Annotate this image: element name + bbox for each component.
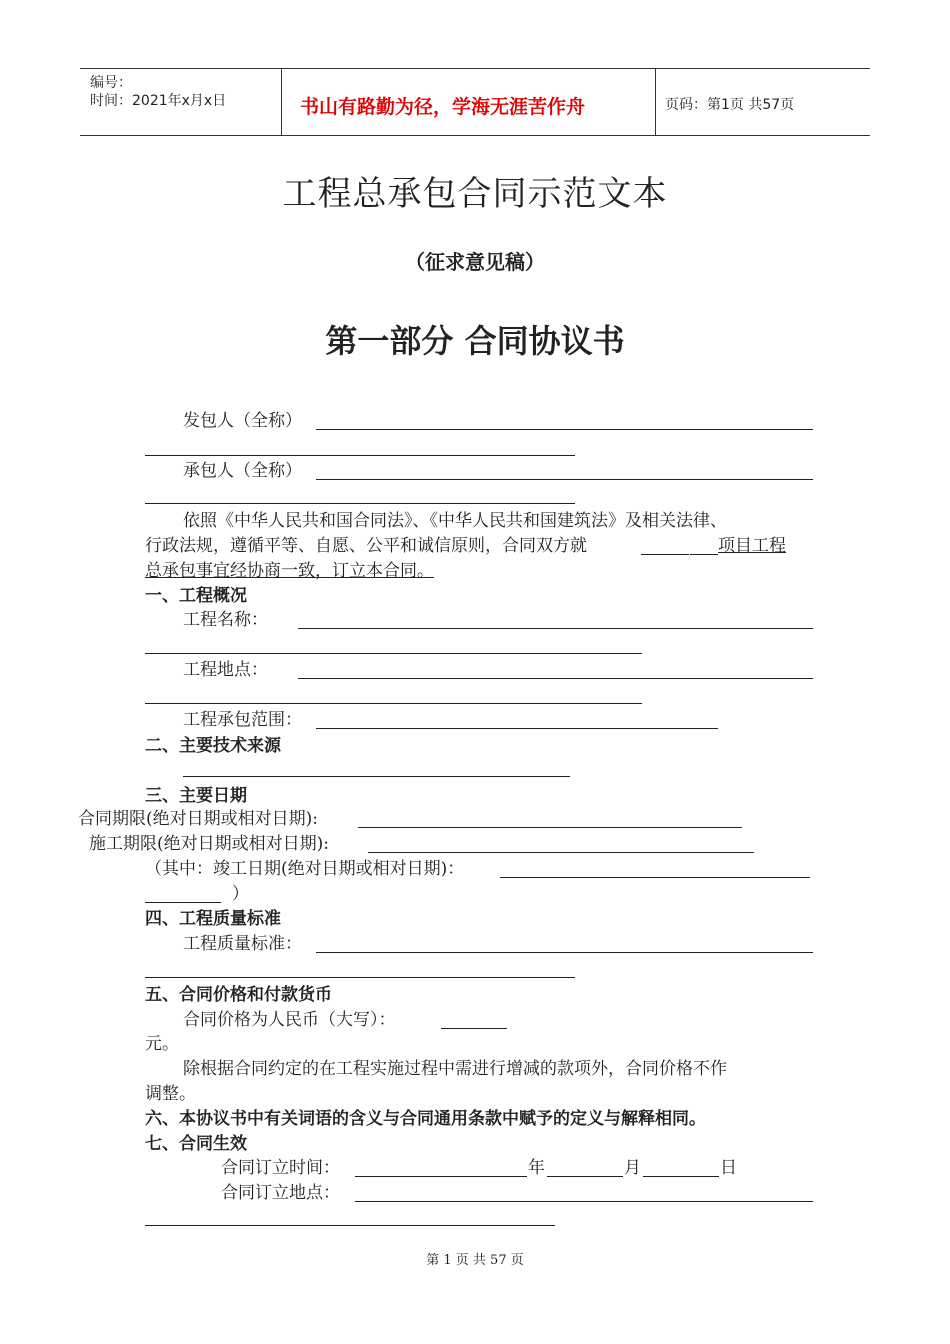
para1-line1: 依照《中华人民共和国合同法》、《中华人民共和国建筑法》及相关法律、 — [183, 511, 727, 531]
para1-line3: 总承包事宜经协商一致，订立本合同。 — [145, 561, 434, 581]
project-site-blank — [298, 678, 813, 679]
quality-blank — [316, 952, 813, 953]
employer-blank-2 — [145, 455, 575, 456]
contractor-label: 承包人（全称） — [183, 461, 302, 481]
employer-blank — [316, 429, 813, 430]
adjust-line2: 调整。 — [145, 1084, 196, 1104]
project-scope-blank — [316, 728, 718, 729]
section-4-heading: 四、工程质量标准 — [145, 909, 281, 929]
section-3-heading: 三、主要日期 — [145, 786, 247, 806]
header-date: 时间：2021年x月x日 — [90, 93, 227, 109]
section-6-heading: 六、本协议书中有关词语的含义与合同通用条款中赋予的定义与解释相同。 — [145, 1109, 706, 1129]
section-2-heading: 二、主要技术来源 — [145, 736, 281, 756]
completion-close: ） — [232, 884, 249, 904]
contract-period-blank — [358, 827, 742, 828]
project-name-blank — [298, 628, 813, 629]
project-blank-2 — [690, 554, 718, 555]
section-7-heading: 七、合同生效 — [145, 1134, 247, 1154]
sign-place-label: 合同订立地点： — [221, 1183, 340, 1203]
completion-label: （其中：竣工日期(绝对日期或相对日期)： — [145, 859, 465, 879]
sign-place-blank — [355, 1201, 813, 1202]
sign-day: 日 — [720, 1158, 737, 1178]
project-site-label: 工程地点： — [183, 660, 268, 680]
project-name-blank-2 — [145, 653, 642, 654]
contractor-blank — [316, 479, 813, 480]
sign-month: 月 — [624, 1158, 641, 1178]
para1-project: 项目工程 — [718, 536, 786, 556]
project-name-label: 工程名称： — [183, 610, 268, 630]
part-title: 第一部分 合同协议书 — [325, 322, 625, 360]
employer-label: 发包人（全称） — [183, 411, 302, 431]
contractor-blank-2 — [145, 503, 575, 504]
tech-source-blank — [183, 776, 570, 777]
build-period-label: 施工期限(绝对日期或相对日期): — [89, 834, 329, 854]
para1-line2: 行政法规，遵循平等、自愿、公平和诚信原则，合同双方就 — [145, 536, 587, 556]
completion-blank-2 — [145, 902, 221, 903]
contract-period-label: 合同期限(绝对日期或相对日期): — [78, 809, 318, 829]
header-motto: 书山有路勤为径，学海无涯苦作舟 — [300, 96, 586, 118]
sign-day-blank — [643, 1176, 719, 1177]
sign-place-blank-2 — [145, 1225, 555, 1226]
project-blank — [641, 554, 689, 555]
quality-label: 工程质量标准： — [183, 934, 302, 954]
section-5-heading: 五、合同价格和付款货币 — [145, 985, 332, 1005]
build-period-blank — [368, 852, 754, 853]
section-1-heading: 一、工程概况 — [145, 586, 247, 606]
completion-blank — [500, 877, 810, 878]
document-subtitle: （征求意见稿） — [405, 250, 545, 274]
header-page: 页码：第1页 共57页 — [665, 97, 795, 113]
price-label: 合同价格为人民币（大写）： — [183, 1010, 396, 1030]
price-blank — [441, 1028, 507, 1029]
sign-year: 年 — [528, 1158, 545, 1178]
quality-blank-2 — [145, 977, 575, 978]
header-number: 编号： — [90, 75, 132, 91]
sign-year-blank — [355, 1176, 527, 1177]
project-scope-label: 工程承包范围： — [183, 710, 302, 730]
adjust-line1: 除根据合同约定的在工程实施过程中需进行增减的款项外，合同价格不作 — [183, 1059, 727, 1079]
document-title: 工程总承包合同示范文本 — [282, 174, 668, 214]
sign-time-label: 合同订立时间： — [221, 1158, 340, 1178]
price-unit: 元。 — [145, 1034, 179, 1054]
project-site-blank-2 — [145, 703, 642, 704]
sign-month-blank — [547, 1176, 623, 1177]
page-footer: 第 1 页 共 57 页 — [426, 1253, 524, 1268]
